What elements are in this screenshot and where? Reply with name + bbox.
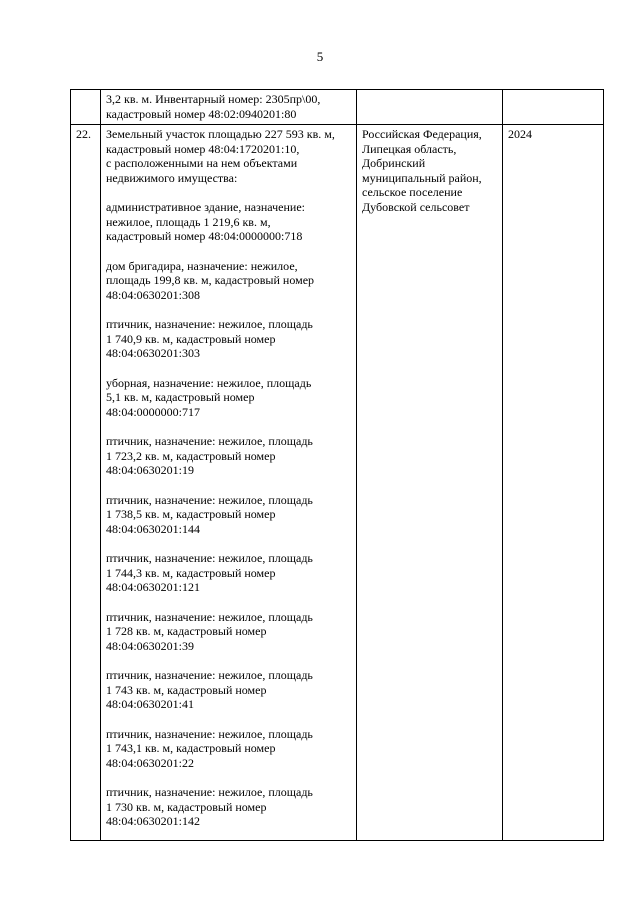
object-entry (106, 200, 352, 244)
description-line: Земельный участок площадью 227 593 кв. м, (106, 127, 335, 141)
location-line: Добринский (362, 156, 426, 170)
object-line: птичник, назначение: нежилое, площадь (106, 434, 313, 448)
cell-number (71, 90, 101, 125)
description-line: с расположенными на нем объектами (106, 156, 298, 170)
object-line: 5,1 кв. м, кадастровый номер (106, 390, 255, 404)
object-line: 48:04:0630201:121 (106, 580, 201, 594)
description-line: кадастровый номер 48:04:1720201:10, (106, 141, 300, 156)
object-entry (106, 610, 352, 654)
object-line: птичник, назначение: нежилое, площадь (106, 668, 313, 682)
object-line: 48:04:0630201:142 (106, 814, 201, 828)
object-line: площадь 199,8 кв. м, кадастровый номер (106, 273, 315, 287)
object-line: 48:04:0630201:303 (106, 346, 201, 360)
objects-list (106, 200, 352, 837)
object-line: птичник, назначение: нежилое, площадь (106, 785, 313, 799)
object-line: 1 743 кв. м, кадастровый номер (106, 682, 267, 697)
land-plot-description (106, 127, 352, 185)
object-entry (106, 727, 352, 771)
object-line: 48:04:0630201:144 (106, 521, 201, 536)
object-entry (106, 785, 352, 829)
object-line: птичник, назначение: нежилое, площадь (106, 492, 313, 507)
location-line: Дубовской сельсовет (362, 199, 470, 214)
location-line: Липецкая область, (362, 141, 457, 156)
cell-location (357, 90, 503, 125)
property-table (70, 89, 604, 841)
object-line: 48:04:0630201:19 (106, 463, 195, 477)
table-row-continuation (71, 90, 604, 125)
object-line: 1 744,3 кв. м, кадастровый номер (106, 565, 276, 580)
object-line: административное здание, назначение: (106, 200, 305, 214)
cell-number: 22. (71, 125, 101, 841)
object-entry (106, 434, 352, 478)
object-line: дом бригадира, назначение: нежилое, (106, 258, 298, 273)
object-line: кадастровый номер 48:04:0000000:718 (106, 229, 303, 243)
object-line: птичник, назначение: нежилое, площадь (106, 551, 313, 565)
object-line: птичник, назначение: нежилое, площадь (106, 317, 313, 331)
object-line: нежилое, площадь 1 219,6 кв. м, (106, 214, 271, 229)
object-line: 48:04:0630201:39 (106, 638, 195, 653)
object-entry (106, 493, 352, 537)
object-line: 1 743,1 кв. м, кадастровый номер (106, 741, 276, 755)
cell-year (503, 90, 604, 125)
location-line: муниципальный район, (362, 170, 482, 185)
cell-location (357, 125, 503, 841)
page-number: 5 (316, 49, 324, 64)
object-line: 1 728 кв. м, кадастровый номер (106, 624, 267, 638)
object-entry (106, 317, 352, 361)
object-line: уборная, назначение: нежилое, площадь (106, 375, 312, 390)
object-line: 1 738,5 кв. м, кадастровый номер (106, 507, 276, 521)
cell-year: 2024 (503, 125, 604, 841)
object-line: птичник, назначение: нежилое, площадь (106, 726, 313, 741)
object-line: 48:04:0630201:22 (106, 755, 195, 770)
object-entry (106, 259, 352, 303)
object-line: 1 723,2 кв. м, кадастровый номер (106, 448, 276, 463)
description-line: недвижимого имущества: (106, 170, 238, 185)
object-entry (106, 551, 352, 595)
object-line: 48:04:0630201:41 (106, 697, 195, 711)
object-line: 1 730 кв. м, кадастровый номер (106, 799, 267, 814)
cell-description (101, 125, 357, 841)
object-entry (106, 668, 352, 712)
object-entry (106, 376, 352, 420)
description-line: кадастровый номер 48:02:0940201:80 (106, 106, 297, 121)
object-line: птичник, назначение: нежилое, площадь (106, 609, 313, 624)
cell-description (101, 90, 357, 125)
object-line: 48:04:0000000:717 (106, 404, 201, 419)
object-line: 1 740,9 кв. м, кадастровый номер (106, 331, 276, 346)
object-line: 48:04:0630201:308 (106, 287, 201, 302)
location-line: Российская Федерация, (362, 127, 482, 141)
table-row-22 (71, 125, 604, 841)
location-line: сельское поселение (362, 185, 463, 199)
description-line: 3,2 кв. м. Инвентарный номер: 2305пр\00, (106, 92, 321, 106)
